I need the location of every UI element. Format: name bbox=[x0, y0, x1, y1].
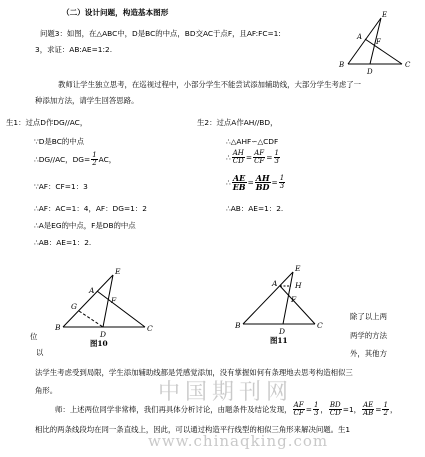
ratio-ae-ab: $\frac{AE}{AB}$ bbox=[363, 401, 374, 418]
problem-line-1: 问题3：如图，在△ABC中，D是BC的中点，BD交AC于点F，且AF:FC=1: bbox=[40, 29, 281, 38]
fraction-ah-cd: $\frac{AH}{CD}$ bbox=[232, 149, 244, 166]
paragraph-3-line-2: 相比的两条线段均在同一条直线上，因此，可以通过构造平行线型的相似三角形来解决问题。生1 bbox=[35, 425, 351, 434]
method-1-step-5: ∴A是EG的中点，F是DB的中点 bbox=[34, 221, 136, 230]
label-d: D bbox=[279, 327, 286, 336]
segment-ac bbox=[280, 286, 315, 324]
label-a: A bbox=[272, 279, 278, 288]
label-b: B bbox=[339, 61, 345, 69]
label-f: F bbox=[376, 38, 381, 46]
problem-line-2: 3，求证：AB:AE=1:2. bbox=[35, 45, 113, 54]
segment-gd-dashed bbox=[79, 311, 103, 327]
paragraph-1-line-1: 教师让学生独立思考，在巡视过程中，小部分学生不能尝试添加辅助线，大部分学生考虑了一 bbox=[58, 80, 362, 89]
label-d: D bbox=[367, 68, 373, 76]
label-e: E bbox=[295, 264, 301, 273]
paragraph-2-line-2: 角形。 bbox=[35, 386, 58, 395]
method-1-step-2-text: ∴DG//AC，DG= bbox=[34, 154, 91, 164]
label-f: F bbox=[111, 296, 117, 305]
segment-be bbox=[243, 272, 293, 324]
method-1-step-1: ∵D是BC的中点 bbox=[34, 137, 85, 146]
label-b: B bbox=[55, 323, 61, 332]
watermark-url: www.chinaqking.com bbox=[148, 432, 329, 450]
figure-10-caption: 图10 bbox=[90, 339, 108, 348]
method-2-step-2: ∴ $\frac{AH}{CD}$ = $\frac{AF}{CF}$ = $\frac{1}{3}$ bbox=[226, 149, 279, 166]
label-c: C bbox=[405, 61, 411, 69]
label-e: E bbox=[382, 11, 388, 19]
label-c: C bbox=[147, 324, 153, 333]
figure-top bbox=[335, 6, 415, 78]
method-2-heading: 生2：过点A作AH//BD， bbox=[197, 118, 278, 127]
label-e: E bbox=[115, 267, 121, 276]
method-1-step-3: ∵AF：CF=1：3 bbox=[34, 182, 88, 191]
method-2-step-4: ∴AB：AE=1：2. bbox=[226, 204, 284, 213]
ratio-end: ， bbox=[389, 404, 398, 414]
paragraph-2-line-1: 法学生考虑受到局限，学生添加辅助线都是凭感觉添加，没有掌握如何有条理地去思考构造相似三 bbox=[35, 368, 353, 377]
side-right-2: 两学的方法 bbox=[350, 331, 387, 340]
ratio-3-eq: = bbox=[375, 404, 382, 414]
fraction-one-third-b: $\frac{1}{3}$ bbox=[279, 174, 285, 191]
ratio-1-eq: = bbox=[305, 404, 312, 414]
method-1-heading: 生1：过点D作DG//AC， bbox=[6, 118, 88, 127]
fraction-af-cf: $\frac{AF}{CF}$ bbox=[254, 149, 265, 166]
fraction-ae-eb: $\frac{AE}{EB}$ bbox=[232, 173, 246, 193]
label-a: A bbox=[357, 33, 363, 41]
method-1-step-6: ∴AB：AE=1：2. bbox=[34, 238, 92, 247]
watermark-cn: 中国期刊网 bbox=[158, 380, 294, 405]
label-g: G bbox=[71, 302, 77, 311]
side-right-3: 外，其他方 bbox=[350, 349, 387, 358]
side-left-1: 位 bbox=[30, 332, 38, 341]
figure-10 bbox=[55, 265, 165, 355]
segment-be bbox=[63, 275, 113, 327]
method-2-step-3: ∴ $\frac{AE}{EB}$ = $\frac{AH}{BD}$ = $\frac{1}{3}$ bbox=[226, 173, 285, 193]
fraction-one-third: $\frac{1}{3}$ bbox=[274, 149, 279, 166]
paragraph-3-line-1 bbox=[55, 402, 397, 418]
paragraph-1-line-2: 种添加方法，请学生回答思路。 bbox=[35, 96, 139, 105]
figure-11-caption: 图11 bbox=[270, 336, 288, 345]
ratio-bd-cd: $\frac{BD}{CD}$ bbox=[329, 401, 341, 418]
label-d: D bbox=[100, 330, 107, 339]
ratio-2-eq: =1， bbox=[342, 404, 362, 414]
label-a: A bbox=[89, 286, 95, 295]
ratio-af-cf: $\frac{AF}{CF}$ bbox=[293, 401, 304, 418]
label-f: F bbox=[291, 295, 297, 304]
method-1-step-2 bbox=[34, 152, 116, 168]
label-b: B bbox=[235, 321, 241, 330]
fraction-ah-bd: $\frac{AH}{BD}$ bbox=[255, 173, 270, 193]
method-1-step-2-end: AC， bbox=[98, 154, 117, 164]
label-c: C bbox=[317, 321, 323, 330]
ratio-3-value: $\frac{1}{2}$ bbox=[383, 401, 388, 418]
ratio-sep: ， bbox=[320, 404, 328, 414]
fraction-one-half: $\frac{1}{2}$ bbox=[92, 151, 97, 168]
ratio-1-value: $\frac{1}{3}$ bbox=[313, 401, 319, 418]
side-left-2: 以 bbox=[36, 348, 44, 357]
paragraph-3-lead: 师：上述两位同学非常棒，我们再具体分析讨论，由题条件及结论发现， bbox=[55, 404, 292, 414]
method-2-step-1: ∴△AHF∽△CDF bbox=[226, 137, 279, 146]
section-title: （二）设计问题，构造基本图形 bbox=[62, 8, 169, 17]
label-h: H bbox=[295, 281, 302, 290]
side-right-1: 除了以上两 bbox=[350, 312, 387, 321]
figure-11 bbox=[235, 262, 345, 344]
method-1-step-4: ∴AF：AC=1：4，AF：DG=1：2 bbox=[34, 204, 147, 213]
